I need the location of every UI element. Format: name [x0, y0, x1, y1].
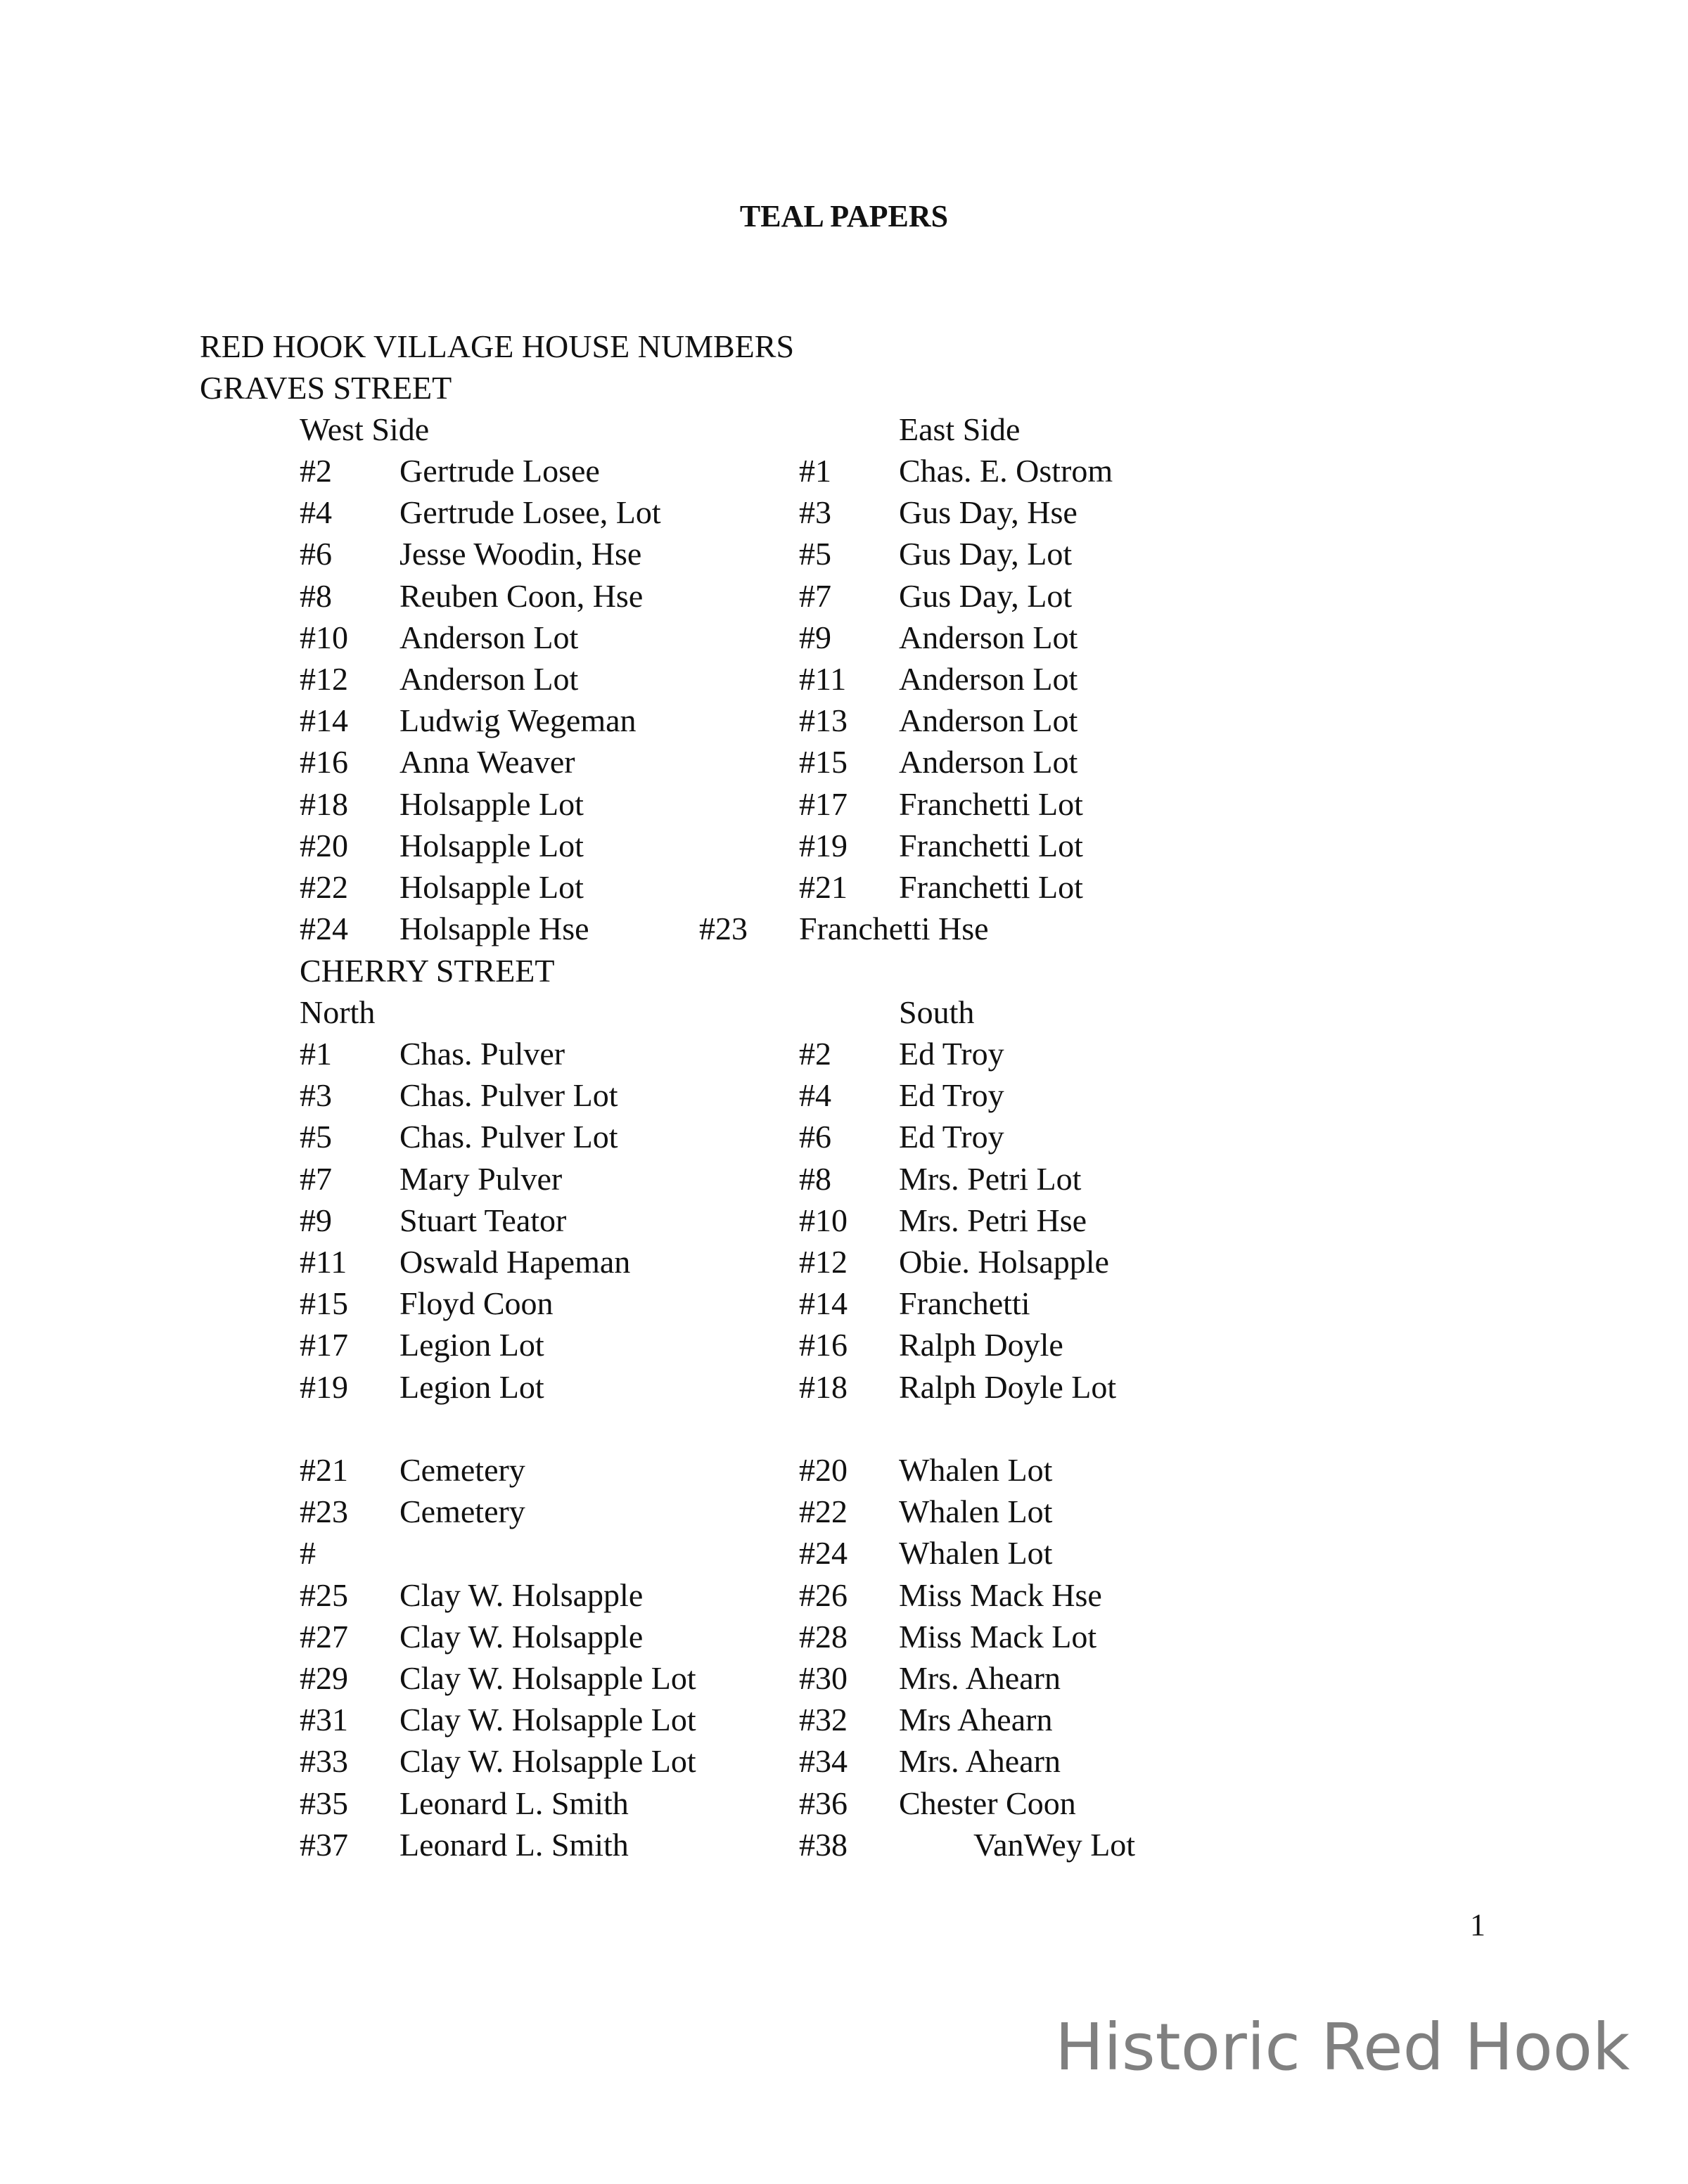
- owner-name: Anderson Lot: [899, 619, 1078, 655]
- owner-name: Legion Lot: [399, 1368, 544, 1405]
- owner-name: Clay W. Holsapple Lot: [399, 1660, 696, 1696]
- owner-name: Whalen Lot: [899, 1535, 1053, 1572]
- house-number: #22: [799, 1494, 848, 1530]
- owner-name: Clay W. Holsapple: [399, 1618, 644, 1655]
- owner-name: Mary Pulver: [399, 1160, 563, 1197]
- graves-west-side-label: West Side: [300, 411, 430, 447]
- house-number: #38: [799, 1826, 848, 1863]
- house-number: #26: [799, 1576, 848, 1613]
- owner-name: Mrs Ahearn: [899, 1702, 1053, 1738]
- house-number: #18: [300, 785, 348, 822]
- owner-name: Anderson Lot: [399, 619, 579, 655]
- house-number: #14: [300, 702, 348, 739]
- owner-name: Oswald Hapeman: [399, 1244, 631, 1280]
- owner-name: Clay W. Holsapple: [399, 1576, 644, 1613]
- house-number: #11: [799, 661, 847, 697]
- owner-name: Ed Troy: [899, 1119, 1004, 1155]
- house-number: #1: [300, 1036, 332, 1072]
- house-number: #10: [300, 619, 348, 655]
- house-number: #34: [799, 1743, 848, 1780]
- owner-name: Gertrude Losee, Lot: [399, 494, 661, 531]
- owner-name: Holsapple Hse: [399, 911, 589, 947]
- owner-name: Anderson Lot: [899, 702, 1078, 739]
- house-number: #12: [300, 661, 348, 697]
- house-number: #: [300, 1535, 316, 1572]
- house-number: #21: [799, 869, 848, 905]
- owner-name: Legion Lot: [399, 1327, 544, 1363]
- owner-name: Franchetti Lot: [899, 869, 1083, 905]
- owner-name: Jesse Woodin, Hse: [399, 536, 642, 572]
- owner-name: Cemetery: [399, 1452, 525, 1488]
- owner-name: Mrs. Petri Lot: [899, 1160, 1082, 1197]
- house-number: #4: [300, 494, 332, 531]
- owner-name: Floyd Coon: [399, 1285, 554, 1322]
- owner-name: Franchetti Lot: [899, 785, 1083, 822]
- house-number: #20: [300, 827, 348, 863]
- house-number: #7: [300, 1160, 332, 1197]
- house-number: #5: [300, 1119, 332, 1155]
- owner-name: Anna Weaver: [399, 744, 575, 781]
- watermark-text: Historic Red Hook: [1055, 2010, 1630, 2085]
- house-number: #37: [300, 1826, 348, 1863]
- owner-name: Whalen Lot: [899, 1452, 1053, 1488]
- house-number: #2: [300, 453, 332, 489]
- cherry-south-label: South: [899, 994, 975, 1030]
- house-number: #5: [799, 536, 831, 572]
- owner-name: Gus Day, Lot: [899, 536, 1073, 572]
- owner-name: Franchetti Lot: [899, 827, 1083, 863]
- house-number: #6: [300, 536, 332, 572]
- owner-name: Chas. Pulver: [399, 1036, 565, 1072]
- owner-name: Clay W. Holsapple Lot: [399, 1743, 696, 1780]
- owner-name: Mrs. Ahearn: [899, 1660, 1061, 1696]
- owner-name: Clay W. Holsapple Lot: [399, 1702, 696, 1738]
- owner-name: Reuben Coon, Hse: [399, 577, 644, 614]
- section-heading-graves-street: GRAVES STREET: [200, 370, 452, 406]
- house-number: #22: [300, 869, 348, 905]
- owner-name: Ralph Doyle Lot: [899, 1368, 1117, 1405]
- owner-name: Obie. Holsapple: [899, 1244, 1109, 1280]
- house-number: #13: [799, 702, 848, 739]
- owner-name: Franchetti: [899, 1285, 1030, 1322]
- house-number: #4: [799, 1077, 831, 1114]
- owner-name: Cemetery: [399, 1494, 525, 1530]
- house-number: #15: [799, 744, 848, 781]
- owner-name: Franchetti Hse: [799, 911, 989, 947]
- page-title: TEAL PAPERS: [739, 199, 949, 233]
- house-number: #28: [799, 1618, 848, 1655]
- house-number: #7: [799, 577, 831, 614]
- owner-name: Chester Coon: [899, 1785, 1076, 1821]
- house-number: #3: [300, 1077, 332, 1114]
- owner-name: Chas. Pulver Lot: [399, 1119, 618, 1155]
- owner-name: Ludwig Wegeman: [399, 702, 637, 739]
- owner-name: Whalen Lot: [899, 1494, 1053, 1530]
- house-number: #29: [300, 1660, 348, 1696]
- owner-name: Stuart Teator: [399, 1202, 567, 1238]
- house-number: #16: [799, 1327, 848, 1363]
- owner-name: Mrs. Petri Hse: [899, 1202, 1087, 1238]
- owner-name: Holsapple Lot: [399, 785, 584, 822]
- house-number: #10: [799, 1202, 848, 1238]
- house-number: #12: [799, 1244, 848, 1280]
- house-number: #18: [799, 1368, 848, 1405]
- owner-name: Miss Mack Lot: [899, 1618, 1097, 1655]
- owner-name: Gertrude Losee: [399, 453, 600, 489]
- house-number: #24: [300, 911, 348, 947]
- house-number: #20: [799, 1452, 848, 1488]
- house-number: #32: [799, 1702, 848, 1738]
- owner-name: Ed Troy: [899, 1077, 1004, 1114]
- owner-name: Holsapple Lot: [399, 827, 584, 863]
- house-number: #31: [300, 1702, 348, 1738]
- owner-name: Ralph Doyle: [899, 1327, 1063, 1363]
- owner-name: Chas. Pulver Lot: [399, 1077, 618, 1114]
- owner-name: VanWey Lot: [973, 1826, 1136, 1863]
- graves-east-side-label: East Side: [899, 411, 1021, 447]
- house-number: #19: [300, 1368, 348, 1405]
- house-number: #14: [799, 1285, 848, 1322]
- house-number: #15: [300, 1285, 348, 1322]
- house-number: #2: [799, 1036, 831, 1072]
- section-heading-house-numbers: RED HOOK VILLAGE HOUSE NUMBERS: [200, 328, 795, 364]
- owner-name: Ed Troy: [899, 1036, 1004, 1072]
- owner-name: Mrs. Ahearn: [899, 1743, 1061, 1780]
- house-number: #33: [300, 1743, 348, 1780]
- owner-name: Miss Mack Hse: [899, 1576, 1102, 1613]
- house-number: #3: [799, 494, 831, 531]
- house-number: #11: [300, 1244, 347, 1280]
- owner-name: Gus Day, Lot: [899, 577, 1073, 614]
- owner-name: Anderson Lot: [899, 661, 1078, 697]
- house-number: #36: [799, 1785, 848, 1821]
- owner-name: Anderson Lot: [399, 661, 579, 697]
- house-number: #19: [799, 827, 848, 863]
- house-number: #8: [300, 577, 332, 614]
- page-number: 1: [1470, 1908, 1485, 1942]
- house-number: #1: [799, 453, 831, 489]
- house-number: #35: [300, 1785, 348, 1821]
- house-number: #8: [799, 1160, 831, 1197]
- house-number: #16: [300, 744, 348, 781]
- owner-name: Leonard L. Smith: [399, 1826, 629, 1863]
- house-number: #25: [300, 1576, 348, 1613]
- house-number: #23: [300, 1494, 348, 1530]
- house-number: #30: [799, 1660, 848, 1696]
- owner-name: Leonard L. Smith: [399, 1785, 629, 1821]
- cherry-north-label: North: [300, 994, 376, 1030]
- house-number: #6: [799, 1119, 831, 1155]
- house-number: #17: [799, 785, 848, 822]
- house-number: #9: [300, 1202, 332, 1238]
- owner-name: Chas. E. Ostrom: [899, 453, 1113, 489]
- house-number: #21: [300, 1452, 348, 1488]
- house-number: #24: [799, 1535, 848, 1572]
- house-number: #27: [300, 1618, 348, 1655]
- house-number: #9: [799, 619, 831, 655]
- owner-name: Anderson Lot: [899, 744, 1078, 781]
- owner-name: Gus Day, Hse: [899, 494, 1078, 531]
- house-number: #17: [300, 1327, 348, 1363]
- owner-name: Holsapple Lot: [399, 869, 584, 905]
- section-heading-cherry-street: CHERRY STREET: [300, 953, 555, 989]
- house-number: #23: [699, 911, 748, 947]
